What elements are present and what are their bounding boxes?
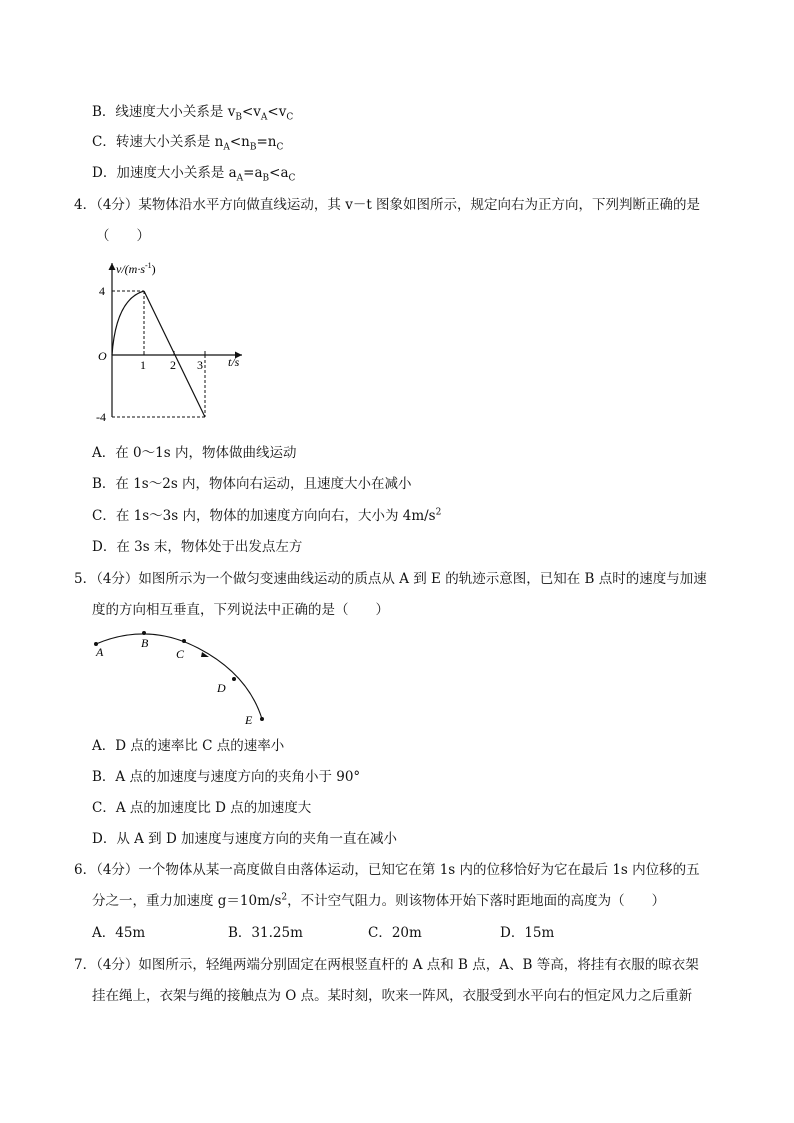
label-c: C xyxy=(176,647,185,661)
q5-option-d: D．从 A 到 D 加速度与速度方向的夹角一直在减小 xyxy=(92,831,398,847)
subscript: A xyxy=(236,173,244,184)
relation: =n xyxy=(256,134,277,150)
q5-trajectory-figure xyxy=(88,628,273,733)
q3-option-c-text: C．转速大小关系是 n xyxy=(92,134,224,150)
q5-option-b: B．A 点的加速度与速度方向的夹角小于 90° xyxy=(92,769,361,785)
xtick-2: 2 xyxy=(170,358,176,372)
q7-stem-line1: 7．（4分）如图所示，轻绳两端分别固定在两根竖直杆的 A 点和 B 点，A、B 等高，将挂有衣服的晾衣架 xyxy=(74,957,699,973)
subscript: C xyxy=(276,142,284,153)
q5-stem-line1: 5．（4分）如图所示为一个做匀变速曲线运动的质点从 A 到 E 的轨迹示意图，已知在 B 点时的速度与加速 xyxy=(74,571,707,587)
xtick-3: 3 xyxy=(197,358,203,372)
point-c xyxy=(182,639,186,643)
q4-blank: （ ） xyxy=(96,228,150,244)
q6-option-d: D．15m xyxy=(500,925,555,941)
q6-stem-line2-tail: ，不计空气阻力。则该物体开始下落时距地面的高度为（ ） xyxy=(287,893,666,909)
q7-stem-line2: 挂在绳上，衣架与绳的接触点为 O 点。某时刻，吹来一阵风，衣服受到水平向右的恒定风力之后重新 xyxy=(92,988,693,1004)
label-e: E xyxy=(245,713,253,727)
xtick-1: 1 xyxy=(140,358,146,372)
q3-option-b-text: B．线速度大小关系是 v xyxy=(92,104,236,120)
q4-vt-graph xyxy=(92,255,252,430)
q6-stem-line2-text: 分之一，重力加速度 g＝10m/s xyxy=(92,893,282,909)
q5-option-c: C．A 点的加速度比 D 点的加速度大 xyxy=(92,800,312,816)
point-b xyxy=(142,631,146,635)
relation: <v xyxy=(267,104,287,120)
superscript: 2 xyxy=(281,892,288,903)
curve-0-1s xyxy=(112,291,144,355)
subscript: C xyxy=(286,112,294,123)
q3-option-d xyxy=(92,164,295,182)
q6-stem-line1: 6．（4分）一个物体从某一高度做自由落体运动，已知它在第 1s 内的位移恰好为它在最后 1s 内位移的五 xyxy=(74,862,700,878)
label-d: D xyxy=(217,681,226,695)
point-e xyxy=(260,717,264,721)
relation: <v xyxy=(241,104,261,120)
q3-option-b xyxy=(92,103,293,121)
label-b: B xyxy=(141,636,149,650)
q4-option-a: A．在 0～1s 内，物体做曲线运动 xyxy=(92,445,297,461)
origin-label: O xyxy=(98,349,107,363)
q4-option-c-text: C．在 1s～3s 内，物体的加速度方向向右，大小为 4m/s xyxy=(92,508,436,524)
subscript: C xyxy=(288,173,296,184)
q4-option-c xyxy=(92,507,441,525)
q5-stem-line2: 度的方向相互垂直，下列说法中正确的是（ ） xyxy=(92,602,389,618)
point-d xyxy=(232,677,236,681)
superscript: 2 xyxy=(435,507,442,518)
relation: <n xyxy=(229,134,250,150)
q3-option-c xyxy=(92,133,283,151)
y-axis-label: $v/(m\cdot s^{-1})$ xyxy=(116,261,156,276)
q5-option-a: A．D 点的速率比 C 点的速率小 xyxy=(92,738,285,754)
q6-option-c: C．20m xyxy=(368,925,422,941)
x-axis-label: t/s xyxy=(228,355,240,369)
q4-option-d: D．在 3s 末，物体处于出发点左方 xyxy=(92,539,303,555)
q4-stem: 4．（4分）某物体沿水平方向做直线运动，其 v－t 图象如图所示，规定向右为正方向，下列判断正确的是 xyxy=(74,197,701,213)
relation: <a xyxy=(269,165,289,181)
q6-stem-line2 xyxy=(92,892,665,910)
subscript: A xyxy=(260,112,268,123)
q4-option-b: B．在 1s～2s 内，物体向右运动，且速度大小在减小 xyxy=(92,476,412,492)
q3-option-d-text: D．加速度大小关系是 a xyxy=(92,165,237,181)
q6-option-a: A．45m xyxy=(92,925,146,941)
subscript: B xyxy=(249,142,257,153)
label-a: A xyxy=(96,645,104,659)
direction-arrow xyxy=(201,652,209,657)
subscript: B xyxy=(262,173,270,184)
q6-option-b: B．31.25m xyxy=(228,925,303,941)
relation: =a xyxy=(243,165,263,181)
ytick-4: 4 xyxy=(99,284,105,298)
subscript: B xyxy=(235,112,242,123)
subscript: A xyxy=(223,142,230,153)
ytick-neg4: -4 xyxy=(96,410,106,424)
